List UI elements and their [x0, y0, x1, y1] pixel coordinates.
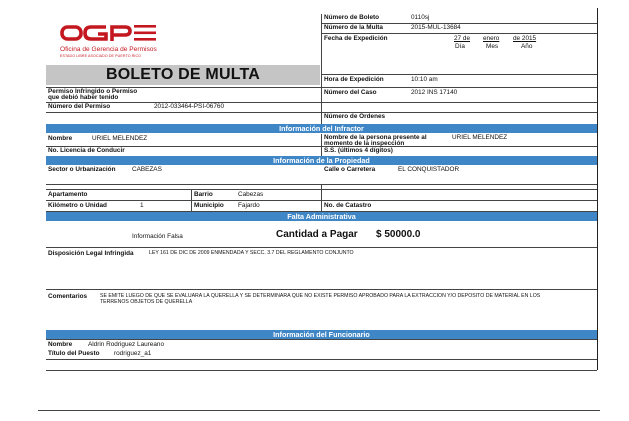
funcionario-nombre-value: Aldrin Rodriguez Laureano	[88, 341, 165, 348]
ss-label: S.S. (últimos 4 dígitos)	[324, 147, 393, 154]
barrio-label: Barrio	[194, 191, 213, 198]
hora-value: 10:10 am	[411, 76, 438, 83]
comentarios-line-1: SE EMITE LUEGO DE QUE SE EVALUARA LA QUERELLA Y SE DETERMINARA QUE NO EXISTE PERMISO APROBADO PARA LA EXTRACCION Y/O DEPOSITO DE MATERIAL EN LOS	[100, 293, 541, 299]
fecha-anio: de 2015	[513, 35, 537, 42]
sector-value: CABEZAS	[132, 166, 162, 173]
grid-line	[46, 247, 597, 248]
infractor-nombre-value: URIEL MELENDEZ	[92, 135, 148, 142]
fecha-dia: 27 de	[454, 35, 470, 42]
grid-line	[321, 33, 597, 34]
section-funcionario: Información del Funcionario	[46, 330, 597, 339]
persona-presente-label-2: momento de la inspección	[324, 140, 405, 147]
anio-caption: Año	[521, 43, 533, 50]
comentarios-label: Comentarios	[48, 293, 88, 300]
persona-presente-label: Nombre de la persona presente al	[324, 134, 427, 141]
disposicion-label: Disposición Legal Infringida	[48, 250, 134, 257]
infractor-nombre-label: Nombre	[48, 135, 73, 142]
municipio-label: Municipio	[194, 202, 224, 209]
funcionario-nombre-label: Nombre	[48, 341, 73, 348]
kilometro-value: 1	[140, 202, 144, 209]
numero-multa-value: 2015-MUL-13684	[411, 24, 461, 31]
sector-label: Sector o Urbanización	[48, 166, 116, 173]
cantidad-label: Cantidad a Pagar	[276, 229, 358, 240]
numero-caso-value: 2012 INS 17140	[411, 89, 458, 96]
numero-boleto-value: 0110sj	[411, 14, 430, 21]
citation-form	[46, 14, 597, 371]
grid-line	[46, 200, 597, 201]
grid-line	[321, 134, 322, 156]
hora-label: Hora de Expedición	[324, 76, 384, 83]
mes-caption: Mes	[486, 43, 499, 50]
falta-tipo: Información Falsa	[132, 233, 183, 240]
grid-line	[46, 102, 597, 103]
disposicion-value: LEY 161 DE DIC DE 2009 ENMENDADA Y SECC. 3.7 DEL REGLAMENTO CONJUNTO	[149, 250, 354, 256]
grid-line	[321, 74, 597, 75]
fecha-mes: enero	[483, 35, 500, 42]
grid-line	[46, 112, 597, 113]
grid-line	[46, 359, 597, 360]
grid-line	[46, 146, 597, 147]
persona-presente-value: URIEL MELENDEZ	[452, 134, 508, 141]
comentarios-line-2: TERRENOS OBJETOS DE QUERELLA	[100, 299, 193, 305]
page-edge-rule	[597, 8, 598, 370]
grid-line	[321, 14, 322, 124]
apartamento-label: Apartamento	[48, 191, 88, 198]
permiso-infringido-label-2: que debió haber tenido	[48, 94, 119, 101]
grid-line	[46, 289, 597, 290]
kilometro-label: Kilómetro o Unidad	[48, 202, 107, 209]
numero-multa-label: Número de la Multa	[324, 24, 383, 31]
numero-boleto-label: Número de Boleto	[324, 14, 380, 21]
ogpe-logo	[60, 22, 160, 44]
section-infractor: Información del Infractor	[46, 124, 597, 133]
page-bottom-rule	[38, 410, 600, 411]
calle-label: Calle o Carretera	[324, 166, 376, 173]
grid-line	[46, 370, 597, 371]
fecha-label: Fecha de Expedición	[324, 35, 388, 42]
grid-line	[46, 184, 597, 185]
grid-line	[46, 189, 597, 190]
section-propiedad: Información de la Propiedad	[46, 156, 597, 165]
catastro-label: No. de Catastro	[324, 202, 372, 209]
numero-permiso-label: Número del Permiso	[48, 103, 111, 110]
agency-name: Oficina de Gerencia de Permisos	[60, 46, 157, 53]
municipio-value: Fajardo	[238, 202, 260, 209]
barrio-value: Cabezas	[238, 191, 264, 198]
form-title: BOLETO DE MULTA	[46, 65, 320, 85]
section-falta: Falta Administrativa	[46, 212, 597, 221]
puesto-label: Título del Puesto	[48, 350, 100, 357]
calle-value: EL CONQUISTADOR	[398, 166, 460, 173]
numero-ordenes-label: Número de Ordenes	[324, 113, 386, 120]
licencia-label: No. Licencia de Conducir	[48, 147, 125, 154]
numero-caso-label: Número del Caso	[324, 89, 377, 96]
grid-line	[46, 339, 597, 340]
permiso-infringido-label: Permiso Infringido o Permiso	[48, 88, 138, 95]
dia-caption: Día	[455, 43, 465, 50]
agency-subtitle: ESTADO LIBRE ASOCIADO DE PUERTO RICO	[60, 54, 142, 58]
puesto-value: rodriguez_a1	[114, 350, 152, 357]
cantidad-value: $ 50000.0	[376, 229, 421, 240]
numero-permiso-value: 2012-033464-PSI-06760	[154, 103, 224, 110]
